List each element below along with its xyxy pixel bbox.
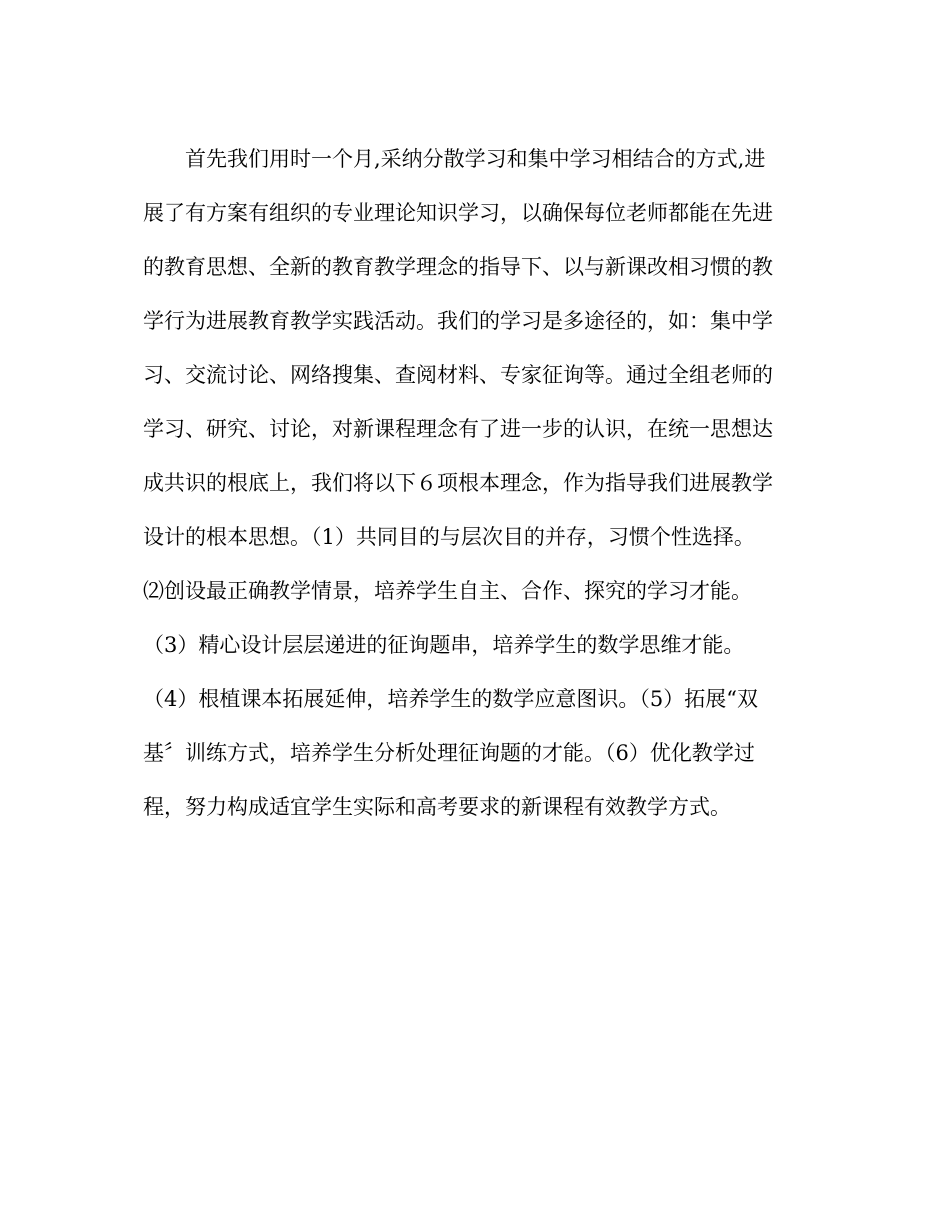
- paragraph-line-11: （4）根植课本拓展延伸，培养学生的数学应意图识。（5）拓展“双: [143, 687, 758, 711]
- paragraph-line-12: 基〞训练方式，培养学生分析处理征询题的才能。（6）优化教学过: [143, 741, 755, 765]
- paragraph-line-8: 设计的根本思想。（1）共同目的与层次目的并存，习惯个性选择。: [143, 525, 755, 549]
- paragraph-line-7: 成共识的根底上，我们将以下６项根本理念，作为指导我们进展教学: [143, 471, 773, 495]
- paragraph-line-9: ⑵创设最正确教学情景，培养学生自主、合作、探究的学习才能。: [143, 579, 752, 603]
- paragraph-line-13: 程，努力构成适宜学生实际和高考要求的新课程有效教学方式。: [143, 795, 731, 819]
- paragraph-line-5: 习、交流讨论、网络搜集、查阅材料、专家征询等。通过全组老师的: [143, 363, 773, 387]
- paragraph-line-2: 展了有方案有组织的专业理论知识学习，以确保每位老师都能在先进: [143, 201, 773, 225]
- paragraph-line-6: 学习、研究、讨论，对新课程理念有了进一步的认识，在统一思想达: [143, 417, 773, 441]
- paragraph-line-1: 首先我们用时一个月,采纳分散学习和集中学习相结合的方式,进: [185, 147, 766, 171]
- paragraph-line-3: 的教育思想、全新的教育教学理念的指导下、以与新课改相习惯的教: [143, 255, 773, 279]
- paragraph-line-10: （3）精心设计层层递进的征询题串，培养学生的数学思维才能。: [143, 633, 745, 657]
- paragraph-line-4: 学行为进展教育教学实践活动。我们的学习是多途径的，如：集中学: [143, 309, 773, 333]
- body-paragraph: [143, 132, 803, 834]
